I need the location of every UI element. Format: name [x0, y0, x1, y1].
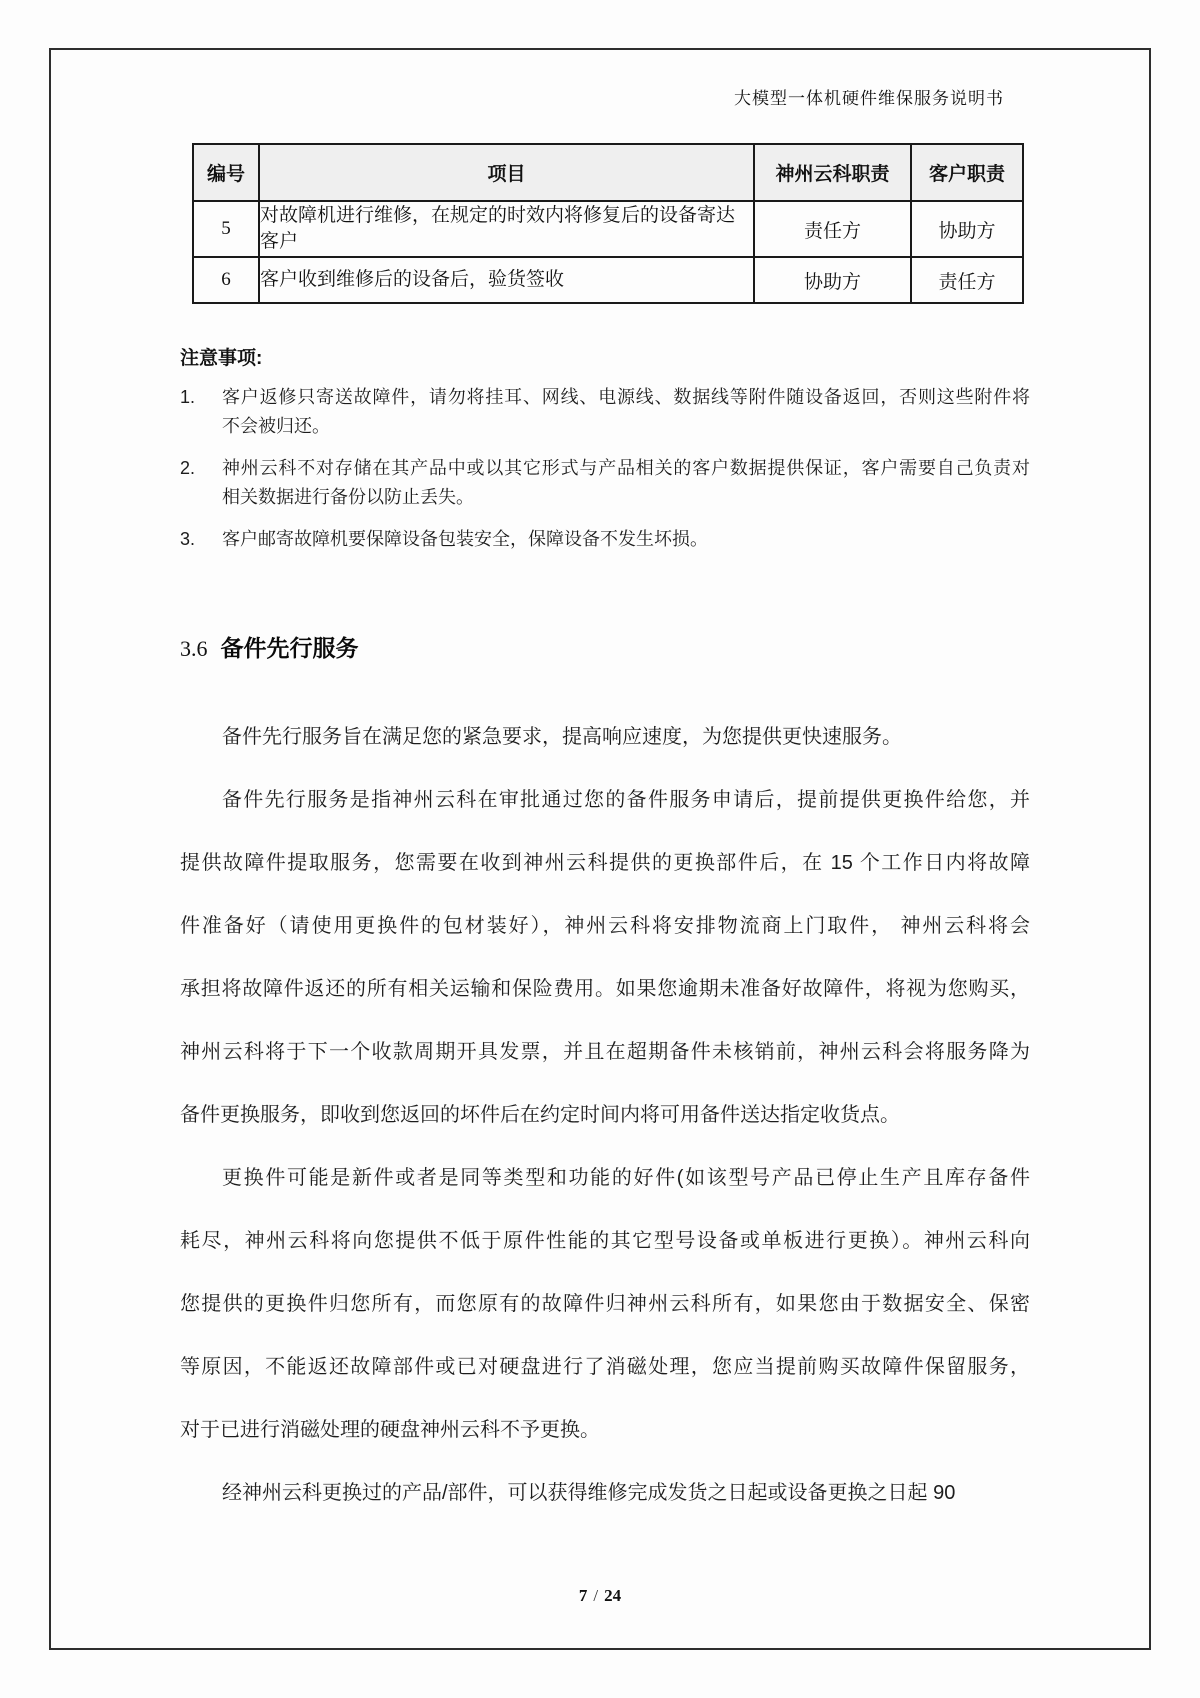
note-item-line: 不会被归还。 [222, 416, 330, 436]
document-header-title: 大模型一体机硬件维保服务说明书 [734, 89, 1004, 108]
cell-item-text: 客户收到维修后的设备后，验货签收 [259, 257, 754, 303]
notes-title: 注意事项: [180, 348, 263, 369]
paragraph-line: 备件先行服务是指神州云科在审批通过您的备件服务申请后，提前提供更换件给您，并 [222, 789, 1030, 811]
page-number-current: 7 [578, 1586, 588, 1605]
section-title: 备件先行服务 [220, 635, 359, 661]
cell-vendor-role: 责任方 [754, 201, 911, 257]
section-heading [180, 630, 359, 663]
paragraph-line: 耗尽，神州云科将向您提供不低于原件性能的其它型号设备或单板进行更换）。神州云科向 [180, 1230, 1030, 1252]
notes-list [180, 383, 1030, 567]
note-item [180, 525, 1030, 554]
page-number-separator: / [593, 1586, 599, 1605]
note-item-line: 相关数据进行备份以防止丢失。 [222, 487, 474, 507]
table-row [193, 257, 1023, 303]
cell-vendor-role: 协助方 [754, 257, 911, 303]
cell-row-number: 5 [193, 201, 259, 257]
col-header-item: 项目 [259, 144, 754, 201]
paragraph-line: 承担将故障件返还的所有相关运输和保险费用。如果您逾期未准备好故障件，将视为您购买， [180, 978, 1030, 1000]
note-item [180, 383, 1030, 441]
note-item [180, 454, 1030, 512]
paragraph-line: 神州云科将于下一个收款周期开具发票，并且在超期备件未核销前，神州云科会将服务降为 [180, 1041, 1030, 1063]
paragraph-line: 您提供的更换件归您所有，而您原有的故障件归神州云科所有，如果您由于数据安全、保密 [180, 1293, 1030, 1315]
col-header-customer-duty: 客户职责 [911, 144, 1023, 201]
paragraph-line: 对于已进行消磁处理的硬盘神州云科不予更换。 [180, 1419, 600, 1441]
table-header-row [193, 144, 1023, 201]
note-item-line: 客户返修只寄送故障件，请勿将挂耳、网线、电源线、数据线等附件随设备返回，否则这些附件将 [222, 387, 1030, 407]
page-number-total: 24 [604, 1586, 622, 1605]
col-header-vendor-duty: 神州云科职责 [754, 144, 911, 201]
page-footer [0, 1586, 1200, 1606]
section-number: 3.6 [180, 636, 208, 661]
paragraph-line: 经神州云科更换过的产品/部件，可以获得维修完成发货之日起或设备更换之日起 90 [222, 1482, 956, 1504]
paragraph-line: 件准备好（请使用更换件的包材装好），神州云科将安排物流商上门取件， 神州云科将会 [180, 915, 1030, 937]
note-item-line: 客户邮寄故障机要保障设备包装安全，保障设备不发生坏损。 [222, 529, 708, 549]
paragraph-line: 等原因，不能返还故障部件或已对硬盘进行了消磁处理，您应当提前购买故障件保留服务， [180, 1356, 1030, 1378]
paragraph-line: 更换件可能是新件或者是同等类型和功能的好件(如该型号产品已停止生产且库存备件 [222, 1167, 1030, 1189]
table-row [193, 201, 1023, 257]
paragraph-line: 备件更换服务，即收到您返回的坏件后在约定时间内将可用备件送达指定收货点。 [180, 1104, 900, 1126]
responsibility-table [192, 143, 1024, 304]
body-paragraphs [180, 706, 1030, 1525]
note-item-line: 神州云科不对存储在其产品中或以其它形式与产品相关的客户数据提供保证，客户需要自己负责对 [222, 458, 1030, 478]
note-item-number: 2. [180, 458, 196, 478]
cell-item-text: 对故障机进行维修，在规定的时效内将修复后的设备寄达客户 [259, 201, 754, 257]
paragraph-line: 提供故障件提取服务，您需要在收到神州云科提供的更换部件后，在 15 个工作日内将故障 [180, 852, 1030, 874]
cell-customer-role: 责任方 [911, 257, 1023, 303]
col-header-number: 编号 [193, 144, 259, 201]
note-item-number: 3. [180, 529, 196, 549]
cell-customer-role: 协助方 [911, 201, 1023, 257]
cell-row-number: 6 [193, 257, 259, 303]
note-item-number: 1. [180, 387, 196, 407]
paragraph-line: 备件先行服务旨在满足您的紧急要求，提高响应速度，为您提供更快速服务。 [222, 726, 902, 748]
